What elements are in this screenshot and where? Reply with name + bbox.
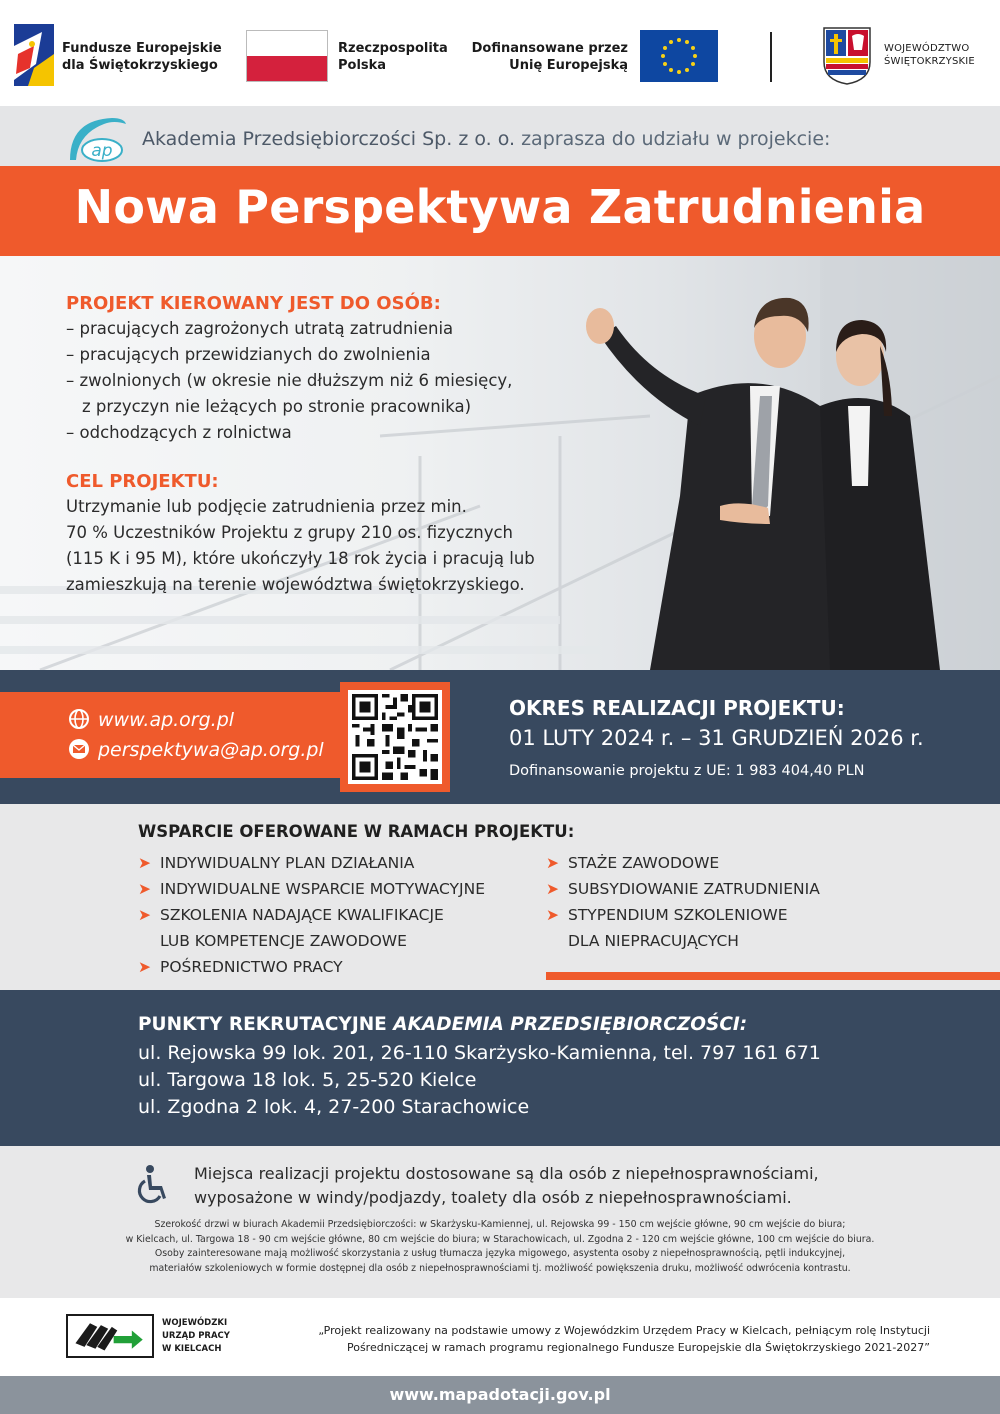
- woj-line-2: ŚWIĘTOKRZYSKIE: [884, 56, 975, 67]
- rzeczpospolita-text: [338, 40, 448, 74]
- target-line: – zwolnionych (w okresie nie dłuższym niż 6 miesięcy,: [66, 371, 513, 390]
- qr-code-frame[interactable]: [340, 682, 450, 792]
- support-item: [138, 850, 485, 876]
- footer-quote-line: „Projekt realizowany na podstawie umowy z Wojewódzkim Urzędem Pracy w Kielcach, pełniącym rolę Instytucji: [318, 1324, 930, 1337]
- support-item: [138, 902, 485, 928]
- accessibility-section: [0, 1146, 1000, 1298]
- email-row[interactable]: [68, 738, 324, 761]
- qr-code-icon[interactable]: [348, 690, 442, 784]
- recruitment-title: [138, 1014, 747, 1035]
- support-item-label: INDYWIDUALNY PLAN DZIAŁANIA: [160, 854, 415, 872]
- support-item-label: DLA NIEPRACUJĄCYCH: [568, 932, 739, 950]
- woj-line-1: WOJEWÓDZTWO: [884, 43, 970, 54]
- ap-logo-text: ap: [91, 141, 113, 161]
- eu-line-2: Unię Europejską: [509, 58, 628, 73]
- period-dates: 01 LUTY 2024 r. – 31 GRUDZIEŃ 2026 r.: [509, 726, 924, 750]
- support-item-label: SUBSYDIOWANIE ZATRUDNIENIA: [568, 880, 820, 898]
- arrow-bullet-icon: ➤: [546, 906, 559, 924]
- fe-line-2: dla Świętokrzyskiego: [62, 58, 218, 73]
- support-item-label: STYPENDIUM SZKOLENIOWE: [568, 906, 788, 924]
- support-item: [138, 954, 485, 980]
- fe-line-1: Fundusze Europejskie: [62, 41, 222, 56]
- arrow-bullet-icon: ➤: [138, 906, 151, 924]
- goal-heading: CEL PROJEKTU:: [66, 471, 219, 492]
- wup-line-1: WOJEWÓDZKI: [162, 1318, 228, 1328]
- invitation-text: [142, 128, 830, 150]
- support-item: [546, 876, 820, 902]
- recruitment-address: ul. Zgodna 2 lok. 4, 27-200 Starachowice: [138, 1096, 530, 1118]
- wup-kielce-logo: [66, 1314, 154, 1358]
- recruitment-title-plain: PUNKTY REKRUTACYJNE: [138, 1014, 394, 1035]
- wup-line-2: URZĄD PRACY: [162, 1331, 230, 1341]
- funding-amount: Dofinansowanie projektu z UE: 1 983 404,40 PLN: [509, 763, 865, 779]
- poland-flag-icon: [246, 30, 328, 82]
- accessibility-detail-line: Szerokość drzwi w biurach Akademii Przedsiębiorczości: w Skarżysku-Kamiennej, ul. Rejowska 99 - 150 cm wejście główne, 90 cm wejście do biura;: [154, 1219, 846, 1230]
- support-item-label: SZKOLENIA NADAJĄCE KWALIFIKACJE: [160, 906, 444, 924]
- accessibility-detail-line: w Kielcach, ul. Targowa 18 - 90 cm wejście główne, 80 cm wejście do biura; w Starachowicach, ul. Zgodna 2 - 120 cm wejście główne, 100 cm wejście do biura.: [125, 1233, 875, 1245]
- support-item: [546, 850, 820, 876]
- target-heading: PROJEKT KIEROWANY JEST DO OSÓB:: [66, 293, 441, 314]
- accessibility-details: [0, 1218, 1000, 1276]
- support-item-label: LUB KOMPETENCJE ZAWODOWE: [160, 932, 407, 950]
- swietokrzyskie-crest-icon: [822, 26, 872, 86]
- footer-quote-line: Pośredniczącej w ramach programu regionalnego Fundusze Europejskie dla Świętokrzyskiego 2021-2027”: [346, 1341, 930, 1354]
- footer-url-link[interactable]: www.mapadotacji.gov.pl: [389, 1385, 611, 1404]
- goal-line: (115 K i 95 M), które ukończyły 18 rok życia i pracują lub: [66, 549, 535, 568]
- target-line: – pracujących przewidzianych do zwolnienia: [66, 345, 431, 364]
- wup-line-3: W KIELCACH: [162, 1344, 222, 1354]
- support-title: WSPARCIE OFEROWANE W RAMACH PROJEKTU:: [138, 822, 575, 841]
- goal-line: 70 % Uczestników Projektu z grupy 210 os. fizycznych: [66, 523, 513, 542]
- arrow-bullet-icon: ➤: [138, 854, 151, 872]
- eu-line-1: Dofinansowane przez: [471, 41, 628, 56]
- goal-line: zamieszkują na terenie województwa świętokrzyskiego.: [66, 575, 525, 594]
- project-title: Nowa Perspektywa Zatrudnienia: [74, 180, 926, 234]
- eu-flag-icon: [640, 30, 718, 82]
- title-bar: [0, 166, 1000, 256]
- accessibility-line: wyposażone w windy/podjazdy, toalety dla osób z niepełnosprawnościami.: [194, 1188, 792, 1207]
- footer-bar: [0, 1376, 1000, 1414]
- accessibility-detail-line: materiałów szkoleniowych w formie dostępnej dla osób z niepełnosprawnościami tj. możliwość powiększenia druku, możliwość odwrócenia kontrastu.: [149, 1262, 851, 1274]
- target-line: z przyczyn nie leżących po stronie pracownika): [82, 397, 472, 416]
- email-link[interactable]: perspektywa@ap.org.pl: [98, 739, 324, 761]
- wojewodztwo-text: [884, 42, 975, 68]
- accessibility-main: [194, 1162, 819, 1210]
- wheelchair-icon: [136, 1164, 172, 1204]
- support-list-right: [546, 850, 820, 954]
- contact-band: [0, 670, 1000, 804]
- arrow-bullet-icon: ➤: [138, 958, 151, 976]
- logo-bar: [0, 0, 1000, 106]
- support-item: [138, 876, 485, 902]
- arrow-bullet-icon: ➤: [546, 854, 559, 872]
- support-item: [138, 928, 485, 954]
- hero-section: [0, 256, 1000, 670]
- wup-kielce-text: [162, 1317, 230, 1356]
- fundusze-europejskie-logo: [14, 24, 54, 86]
- support-item: [546, 928, 820, 954]
- goal-line: Utrzymanie lub podjęcie zatrudnienia przez min.: [66, 497, 467, 516]
- website-link[interactable]: www.ap.org.pl: [98, 709, 235, 731]
- contact-box: [0, 692, 345, 778]
- company-name: Akademia Przedsiębiorczości Sp. z o. o.: [142, 128, 516, 150]
- hero-text: [66, 292, 535, 598]
- envelope-icon: [68, 738, 90, 760]
- target-line: – odchodzących z rolnictwa: [66, 423, 292, 442]
- akademia-ap-logo: [64, 114, 128, 162]
- arrow-bullet-icon: ➤: [546, 880, 559, 898]
- globe-icon: [68, 708, 90, 730]
- accessibility-line: Miejsca realizacji projektu dostosowane są dla osób z niepełnosprawnościami,: [194, 1164, 819, 1183]
- recruitment-title-italic: AKADEMIA PRZEDSIĘBIORCZOŚCI:: [393, 1014, 748, 1035]
- support-item-label: INDYWIDUALNE WSPARCIE MOTYWACYJNE: [160, 880, 485, 898]
- website-row[interactable]: [68, 708, 234, 731]
- period-title: OKRES REALIZACJI PROJEKTU:: [509, 696, 845, 720]
- invitation-bar: [0, 106, 1000, 166]
- invitation-rest: zaprasza do udziału w projekcie:: [515, 128, 831, 150]
- support-item-label: STAŻE ZAWODOWE: [568, 854, 720, 872]
- arrow-bullet-icon: ➤: [138, 880, 151, 898]
- support-item: [546, 902, 820, 928]
- recruitment-section: [0, 990, 1000, 1146]
- recruitment-address: ul. Rejowska 99 lok. 201, 26-110 Skarżysko-Kamienna, tel. 797 161 671: [138, 1042, 821, 1064]
- support-section: [0, 804, 1000, 990]
- rp-line-1: Rzeczpospolita: [338, 41, 448, 56]
- footer-quote: [248, 1322, 930, 1356]
- target-line: – pracujących zagrożonych utratą zatrudnienia: [66, 319, 454, 338]
- support-list-left: [138, 850, 485, 980]
- recruitment-address: ul. Targowa 18 lok. 5, 25-520 Kielce: [138, 1069, 477, 1091]
- orange-divider: [546, 972, 1000, 980]
- rp-line-2: Polska: [338, 58, 387, 73]
- support-item-label: POŚREDNICTWO PRACY: [160, 958, 343, 976]
- accessibility-detail-line: Osoby zainteresowane mają możliwość skorzystania z usług tłumacza języka migowego, asystenta osoby z niepełnosprawnością, pętli indukcyjnej,: [154, 1248, 846, 1259]
- fundusze-europejskie-text: [62, 40, 222, 74]
- eu-cofunded-text: [470, 40, 628, 74]
- logo-divider: [770, 32, 772, 82]
